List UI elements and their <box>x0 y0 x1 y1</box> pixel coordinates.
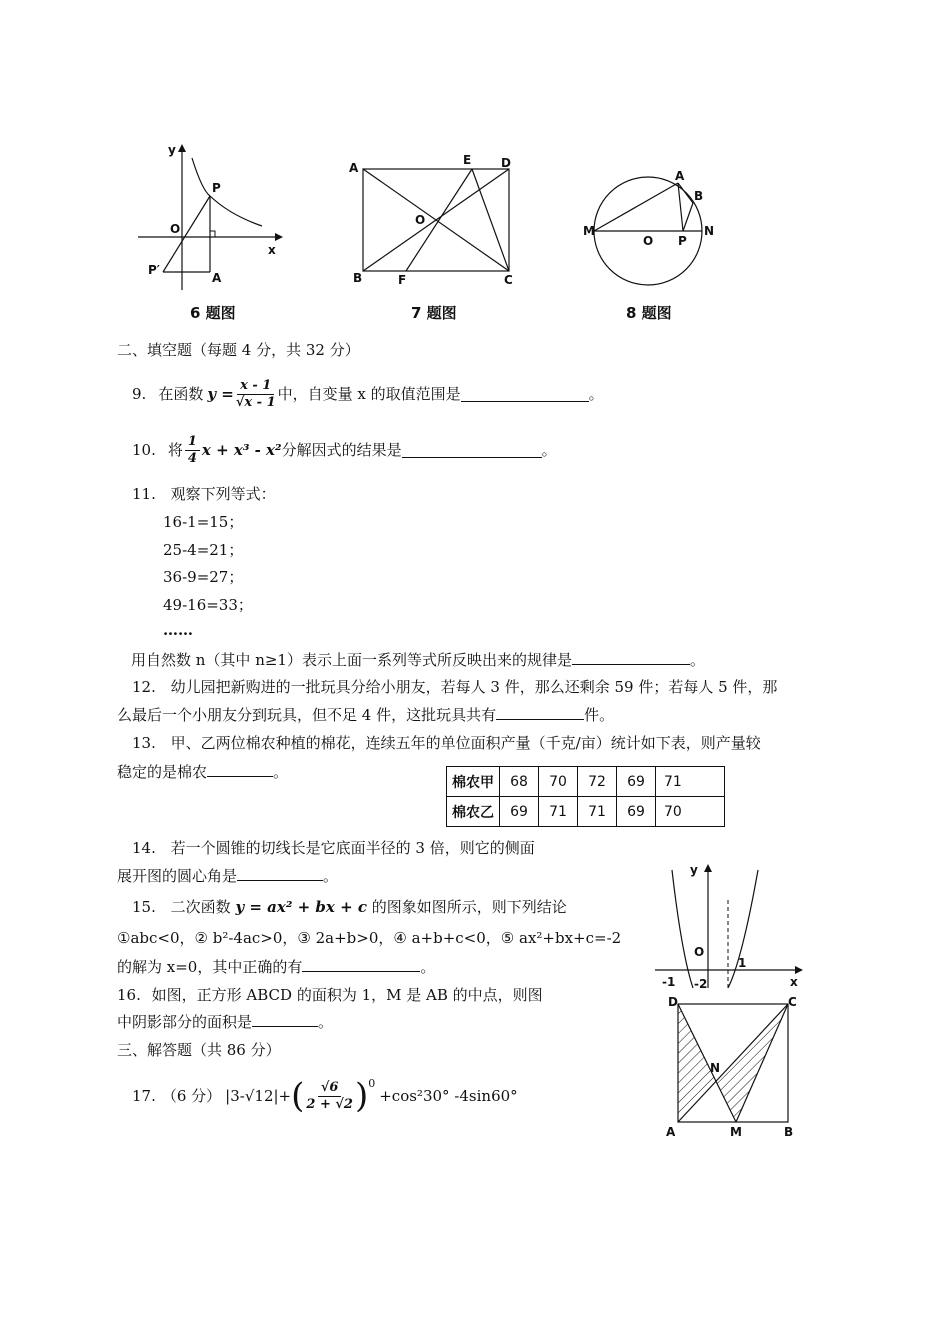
q10-end: 。 <box>541 441 557 459</box>
q10-expr: x + x³ - x² <box>201 441 282 459</box>
q17-abs-expr: |3-√12|+ <box>225 1087 292 1105</box>
question-13-line-1 <box>132 733 761 753</box>
fig8-chord-ma <box>594 183 678 231</box>
q12-line-1: 幼儿园把新购进的一批玩具分给小朋友，若每人 3 件，那么还剩余 59 件；若每人 5 件，那 <box>170 678 778 696</box>
q17-number: 17. <box>132 1087 156 1105</box>
table-cell: 72 <box>578 767 617 797</box>
q15-end: 。 <box>420 958 436 976</box>
fig16-label-a: A <box>666 1125 676 1139</box>
q14-line-2: 展开图的圆心角是 <box>117 867 238 885</box>
section-2-heading: 二、填空题（每题 4 分，共 32 分） <box>117 341 360 359</box>
table-cell: 71 <box>656 767 725 797</box>
q11-conclusion-row <box>131 650 705 670</box>
q14-end: 。 <box>323 867 339 885</box>
fig15-label-one: 1 <box>738 956 747 970</box>
q11-end: 。 <box>689 651 705 669</box>
q10-post: 分解因式的结果是 <box>281 441 402 459</box>
q9-frac-num: x - 1 <box>237 378 274 395</box>
q10-answer-blank[interactable] <box>402 443 542 458</box>
table-cell: 69 <box>617 767 656 797</box>
q12-line-2: 么最后一个小朋友分到玩具，但不足 4 件，这批玩具共有 <box>117 706 497 724</box>
figure-7 <box>345 150 525 325</box>
q17-right-paren: ) <box>354 1076 369 1116</box>
q15-line-2: ①abc<0，② b²-4ac>0，③ 2a+b>0，④ a+b+c<0，⑤ ax²+bx+c=-2 <box>117 929 622 947</box>
q10-number: 10. <box>132 441 156 459</box>
q10-fraction <box>185 434 200 467</box>
fig8-caption: 8 题图 <box>626 304 672 322</box>
q13-line-1: 甲、乙两位棉农种植的棉花，连续五年的单位面积产量（千克/亩）统计如下表，则产量较 <box>170 734 761 752</box>
q17-rest: +cos²30° -4sin60° <box>379 1087 518 1105</box>
q12-number: 12. <box>132 678 156 696</box>
table-cell: 71 <box>539 797 578 827</box>
section-3-heading: 三、解答题（共 86 分） <box>117 1041 281 1059</box>
q11-line-2: 25-4=21； <box>163 541 244 559</box>
q14-answer-blank[interactable] <box>237 866 323 881</box>
fig15-label-x: x <box>790 975 798 988</box>
cotton-yield-table <box>446 766 725 827</box>
q15-pre: 二次函数 <box>170 898 231 916</box>
table-cell: 68 <box>500 767 539 797</box>
fig7-caption: 7 题图 <box>411 304 457 322</box>
table-row <box>447 797 725 827</box>
table-cell: 71 <box>578 797 617 827</box>
fig6-label-o: O <box>170 222 181 236</box>
table-cell: 69 <box>500 797 539 827</box>
fig7-segment-ec <box>472 169 509 271</box>
fig8-segment-ap <box>678 183 683 231</box>
q9-frac-den: √x - 1 <box>235 394 276 410</box>
q14-number: 14. <box>132 839 156 857</box>
fig8-label-o: O <box>643 234 654 248</box>
figure-6 <box>130 140 290 325</box>
q15-number: 15. <box>132 898 156 916</box>
fig16-label-n: N <box>710 1061 721 1075</box>
fig6-caption: 6 题图 <box>190 304 236 322</box>
q11-line-5: …… <box>163 621 193 639</box>
q14-line-1: 若一个圆锥的切线长是它底面半径的 3 倍，则它的侧面 <box>170 839 535 857</box>
table-cell-name: 棉农甲 <box>447 767 500 797</box>
table-cell: 69 <box>617 797 656 827</box>
fig6-label-p: P <box>212 181 221 195</box>
table-cell: 70 <box>656 797 725 827</box>
q11-line-4: 49-16=33； <box>163 596 253 614</box>
question-14-line-2 <box>117 866 338 886</box>
fig15-label-neg2: -2 <box>694 977 708 988</box>
figure-15 <box>650 860 810 988</box>
q17-left-paren: ( <box>291 1076 305 1116</box>
fig7-label-b: B <box>353 271 363 285</box>
question-14-line-1 <box>132 838 535 858</box>
q16-line-1: 如图，正方形 ABCD 的面积为 1，M 是 AB 的中点，则图 <box>151 986 543 1004</box>
q15-line-3: 的解为 x=0，其中正确的有 <box>117 958 303 976</box>
fig7-label-f: F <box>398 273 407 287</box>
table-cell-name: 棉农乙 <box>447 797 500 827</box>
q12-answer-blank[interactable] <box>496 705 584 720</box>
q13-end: 。 <box>273 763 289 781</box>
fig6-y-arrow <box>178 144 186 152</box>
fig8-label-a: A <box>675 169 685 183</box>
fig15-label-neg1: -1 <box>662 975 676 988</box>
question-10 <box>132 428 557 472</box>
q13-number: 13. <box>132 734 156 752</box>
q17-score: （6 分） <box>161 1087 222 1105</box>
q16-line-2: 中阴影部分的面积是 <box>117 1013 253 1031</box>
fig15-x-arrow <box>795 966 803 974</box>
fig7-label-c: C <box>504 273 513 287</box>
fig15-label-o: O <box>694 945 705 959</box>
q17-frac-num: √6 <box>318 1080 342 1097</box>
q9-y: y = <box>207 385 234 403</box>
q10-frac-den: 4 <box>187 450 197 466</box>
fig6-label-y: y <box>168 143 176 157</box>
fig16-label-c: C <box>788 995 797 1009</box>
fig7-label-d: D <box>501 156 511 170</box>
q11-conclusion: 用自然数 n（其中 n≥1）表示上面一系列等式所反映出来的规律是 <box>131 651 572 669</box>
question-16-line-2 <box>117 1012 333 1032</box>
q15-post: 的图象如图所示，则下列结论 <box>371 898 567 916</box>
q15-expr: y = ax² + bx + c <box>235 898 367 916</box>
fig6-label-x: x <box>268 243 276 257</box>
q9-post: 中，自变量 x 的取值范围是 <box>277 385 461 403</box>
q17-power: 0 <box>368 1077 376 1090</box>
fig15-label-y: y <box>690 863 698 877</box>
fig16-label-m: M <box>730 1125 742 1139</box>
figure-8 <box>580 165 725 325</box>
question-13-line-2 <box>117 762 288 782</box>
q15-answer-blank[interactable] <box>302 957 420 972</box>
fig15-y-arrow <box>704 864 712 872</box>
question-16-line-1 <box>117 985 543 1005</box>
q12-end: 件。 <box>584 706 615 724</box>
fig8-label-p: P <box>678 234 687 248</box>
fig16-label-d: D <box>668 995 678 1009</box>
q17-fraction <box>306 1080 353 1113</box>
q11-line-1: 16-1=15； <box>163 513 244 531</box>
table-row <box>447 767 725 797</box>
fig7-label-a: A <box>349 161 359 175</box>
fig8-label-n: N <box>704 224 715 238</box>
table-cell: 70 <box>539 767 578 797</box>
fig6-label-p-prime: P′ <box>148 263 160 277</box>
q9-pre: 在函数 <box>158 385 204 403</box>
fig7-label-o: O <box>415 213 426 227</box>
fig8-segment-bp <box>683 203 693 231</box>
question-15-line-3 <box>117 957 435 977</box>
fig8-label-b: B <box>694 189 704 203</box>
q9-end: 。 <box>588 385 604 403</box>
question-12-line-1 <box>132 677 777 697</box>
fig6-right-angle <box>210 231 215 237</box>
q9-answer-blank[interactable] <box>461 387 589 402</box>
question-9 <box>132 372 604 416</box>
fig7-label-e: E <box>463 153 472 167</box>
q16-end: 。 <box>318 1013 334 1031</box>
figure-16 <box>660 992 810 1142</box>
q16-answer-blank[interactable] <box>252 1012 318 1027</box>
question-17 <box>132 1072 518 1120</box>
fig6-label-a: A <box>212 271 222 285</box>
question-12-line-2 <box>117 705 614 725</box>
q13-line-2: 稳定的是棉农 <box>117 763 208 781</box>
q10-frac-num: 1 <box>185 434 200 451</box>
question-15-line-1 <box>132 897 567 917</box>
fig16-label-b: B <box>784 1125 794 1139</box>
q11-line-3: 36-9=27； <box>163 568 244 586</box>
fig8-label-m: M <box>583 224 595 238</box>
question-11-intro <box>132 484 276 504</box>
q9-number: 9. <box>132 385 147 403</box>
q9-fraction <box>236 378 276 411</box>
q10-pre: 将 <box>167 441 183 459</box>
q11-answer-blank[interactable] <box>572 650 690 665</box>
q11-number: 11. <box>132 485 156 503</box>
fig6-hyperbola <box>192 158 262 226</box>
q17-frac-den: 2 + √2 <box>306 1096 353 1112</box>
q11-intro: 观察下列等式： <box>170 485 276 503</box>
q13-answer-blank[interactable] <box>207 762 273 777</box>
q16-number: 16. <box>117 986 141 1004</box>
fig6-x-arrow <box>275 233 283 241</box>
